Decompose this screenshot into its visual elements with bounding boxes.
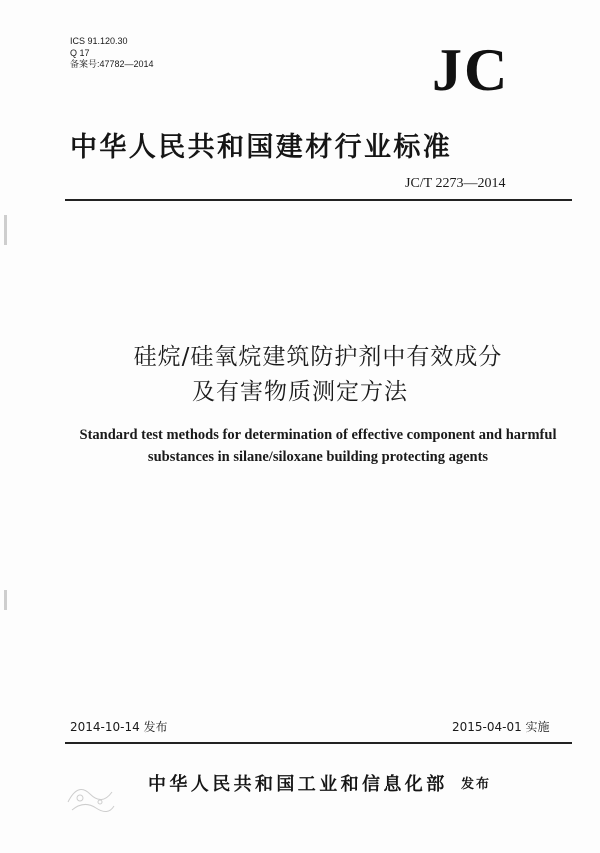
standard-number: JC/T 2273—2014 <box>405 176 506 191</box>
classification-block <box>70 36 154 71</box>
title-chinese-line-1: 硅烷/硅氧烷建筑防护剂中有效成分 <box>133 344 503 370</box>
issuing-authority: 中华人民共和国工业和信息化部 <box>148 774 448 795</box>
title-english-line-1: Standard test methods for determination of effective component and harmful <box>79 427 557 443</box>
faint-seal-icon <box>60 772 120 822</box>
header-divider <box>65 199 572 201</box>
title-english-line-2: substances in silane/siloxane building protecting agents <box>147 449 489 465</box>
footer-divider <box>65 742 572 744</box>
scan-artifact <box>4 590 7 610</box>
issuing-authority-suffix: 发布 <box>461 777 492 792</box>
ics-code: ICS 91.120.30 <box>70 36 128 46</box>
issue-date: 2014-10-14 发布 <box>70 720 168 734</box>
jc-logo: JC <box>432 37 510 103</box>
record-number: 备案号:47782—2014 <box>70 59 154 69</box>
implementation-date: 2015-04-01 实施 <box>452 720 550 734</box>
title-chinese-line-2: 及有害物质测定方法 <box>192 379 408 405</box>
scan-artifact <box>4 215 7 245</box>
ccs-code: Q 17 <box>70 47 90 58</box>
standard-category-title: 中华人民共和国建材行业标准 <box>70 132 453 163</box>
